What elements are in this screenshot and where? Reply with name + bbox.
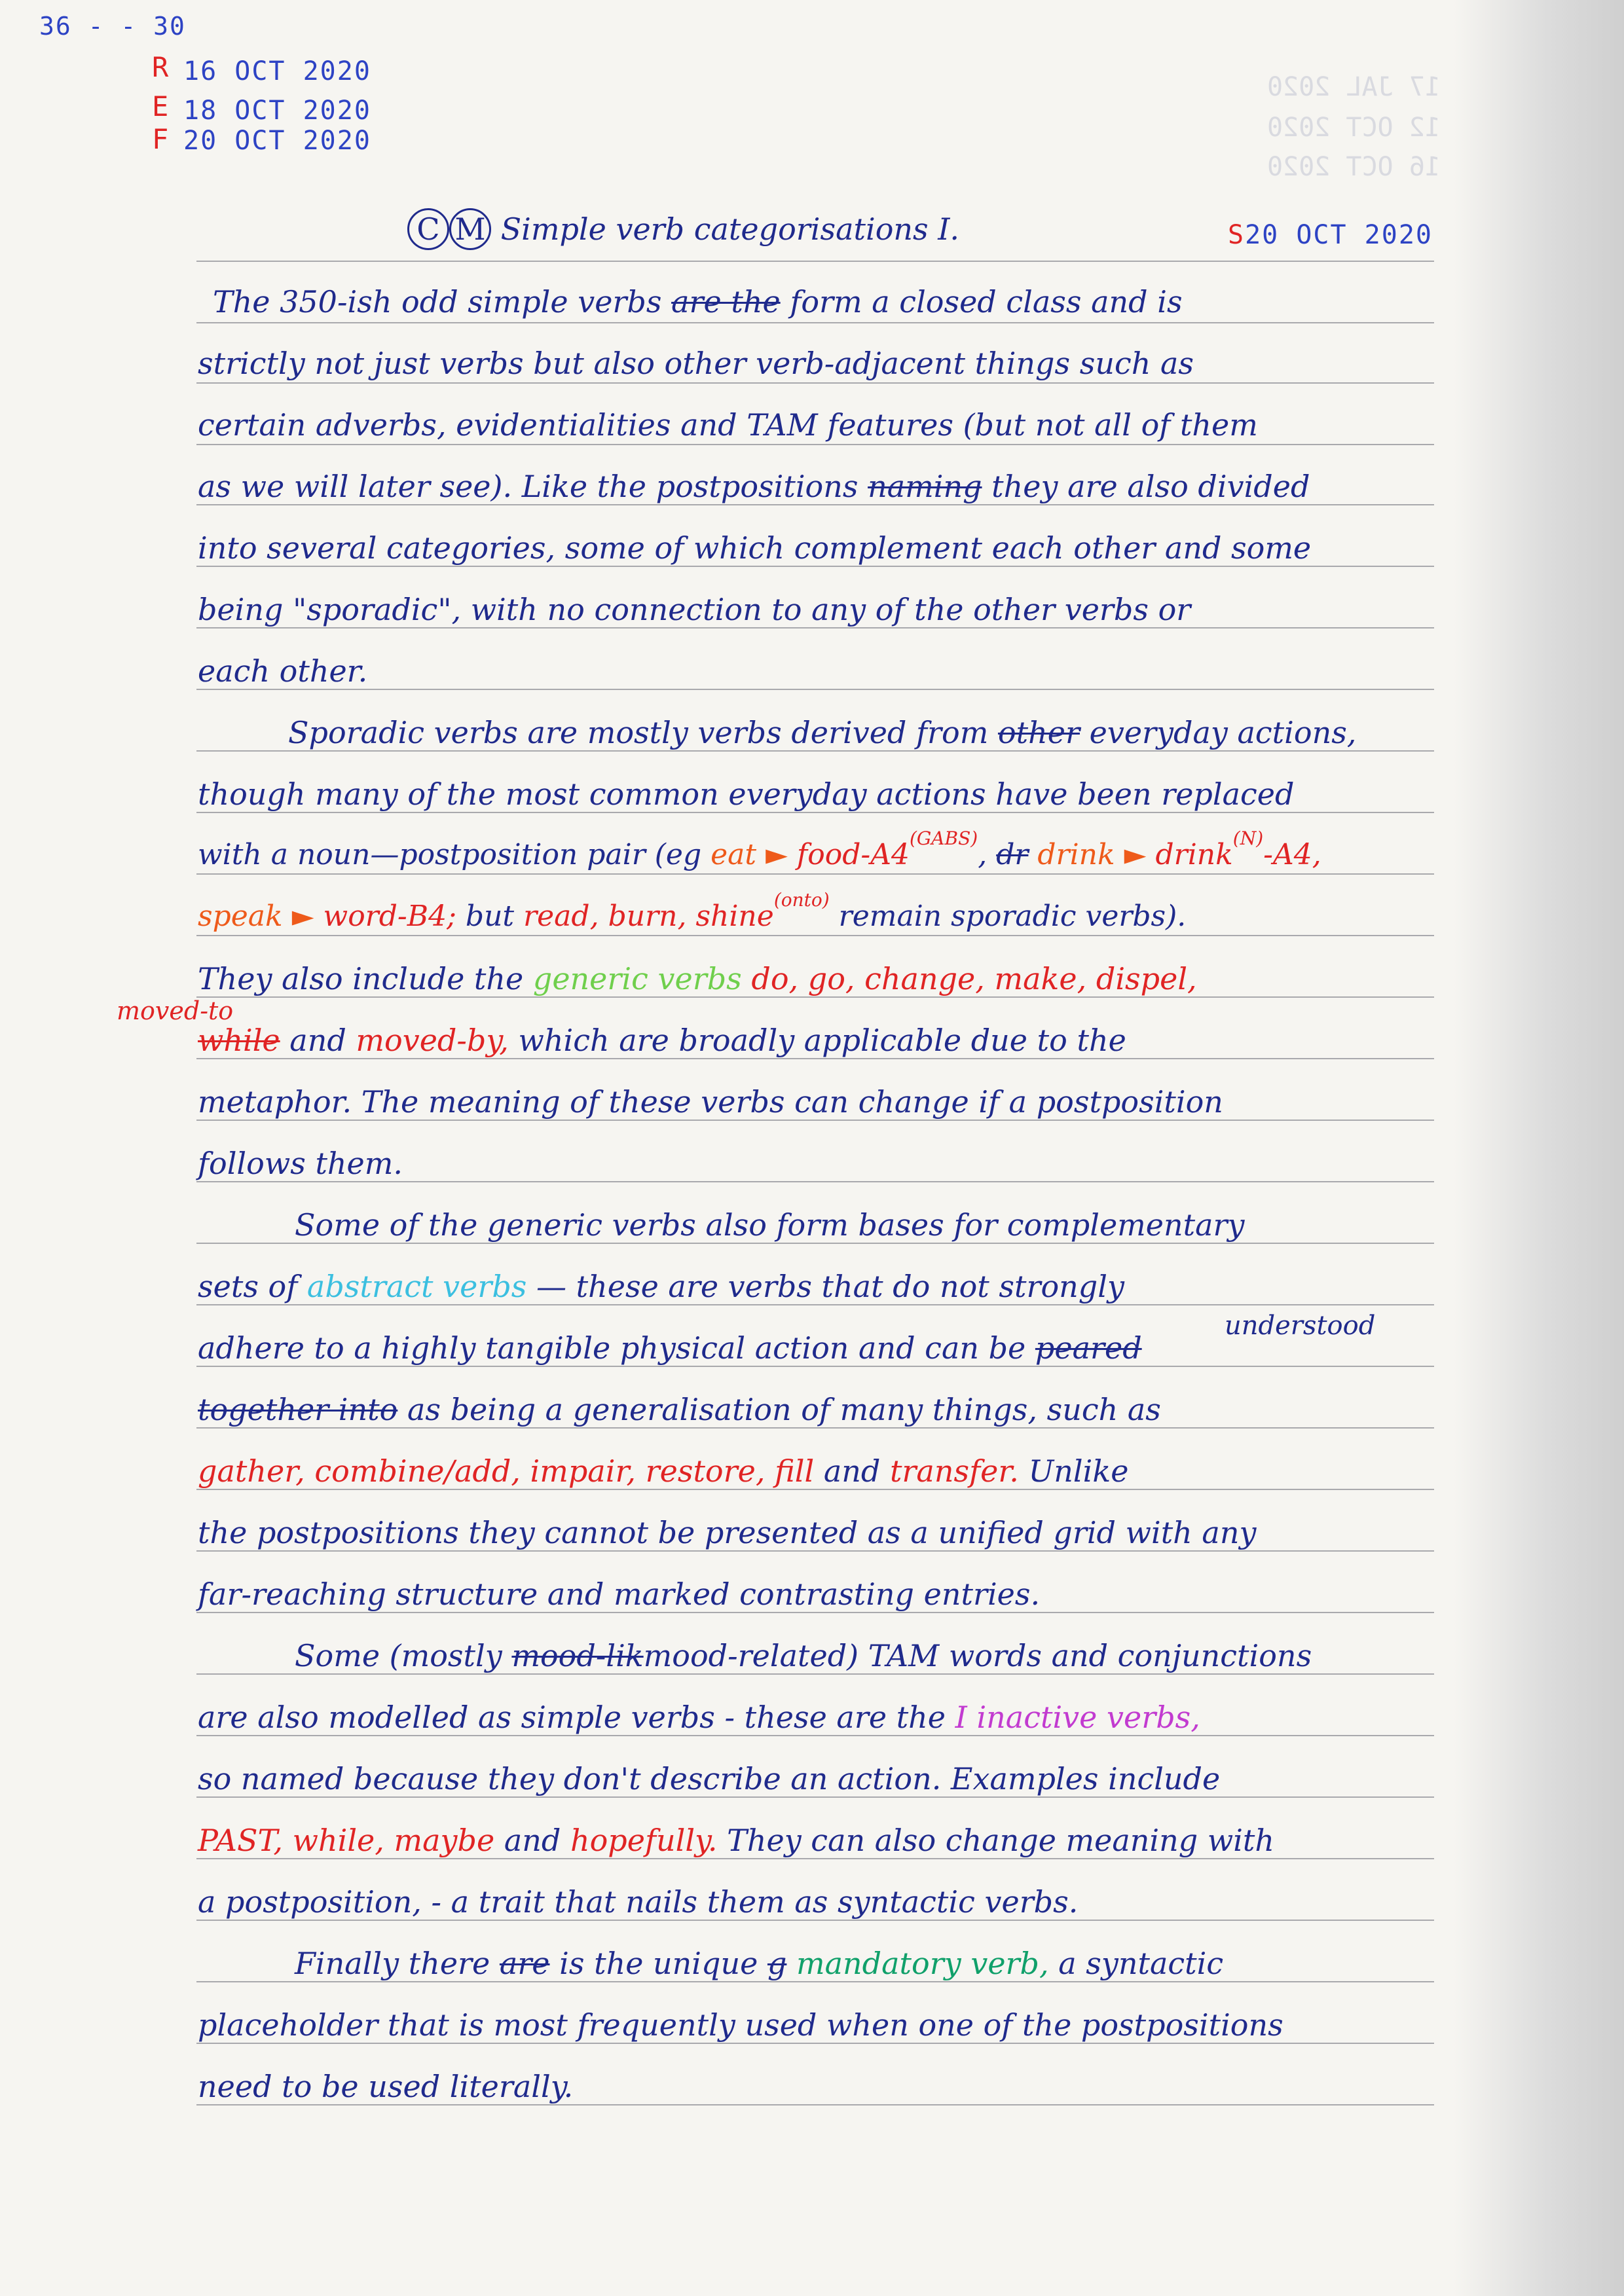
text-line: sets of abstract verbs — these are verbs that do not strongly <box>198 1269 1124 1304</box>
ruled-line <box>196 1673 1434 1675</box>
text-line: the postpositions they cannot be presented as a unified grid with any <box>198 1515 1257 1550</box>
ruled-line <box>196 261 1434 262</box>
text-line: metaphor. The meaning of these verbs can change if a postposition <box>198 1084 1223 1120</box>
bleed-through-stamp: 16 OCT 2020 <box>1267 152 1441 182</box>
ruled-line <box>196 1489 1434 1490</box>
text-line: into several categories, some of which complement each other and some <box>198 530 1312 566</box>
ruled-line <box>196 689 1434 690</box>
ruled-line <box>196 1058 1434 1059</box>
text-line: They also include the generic verbs do, go, change, make, dispel, <box>198 961 1197 996</box>
ruled-line <box>196 444 1434 445</box>
ruled-line <box>196 873 1434 875</box>
text-line: Finally there are is the unique g mandatory verb, a syntactic <box>295 1946 1224 1981</box>
ruled-line <box>196 812 1434 813</box>
ruled-line <box>196 382 1434 384</box>
ruled-line <box>196 1243 1434 1244</box>
ruled-line <box>196 1981 1434 1982</box>
page-title <box>407 208 959 250</box>
ref-letter-f: F <box>152 123 170 155</box>
ruled-line <box>196 1366 1434 1367</box>
ruled-line <box>196 1550 1434 1552</box>
text-line: adhere to a highly tangible physical action and can be peared <box>198 1330 1142 1366</box>
text-line: The 350-ish odd simple verbs are the form a closed class and is <box>213 284 1183 319</box>
text-line: a postposition, - a trait that nails them as syntactic verbs. <box>198 1884 1079 1920</box>
text-line: as we will later see). Like the postpositions naming they are also divided <box>198 469 1310 504</box>
ruled-line <box>196 996 1434 998</box>
text-line: placeholder that is most frequently used when one of the postpositions <box>198 2007 1283 2043</box>
ruled-line <box>196 1427 1434 1429</box>
ruled-line <box>196 1612 1434 1613</box>
text-line: PAST, while, maybe and hopefully. They can also change meaning with <box>198 1823 1275 1858</box>
ruled-line <box>196 935 1434 936</box>
ruled-line <box>196 504 1434 505</box>
page-edge-shadow <box>1454 0 1624 2296</box>
ruled-line <box>196 1920 1434 1921</box>
text-line: need to be used literally. <box>198 2069 574 2104</box>
ref-date-stamp: 16 OCT 2020 <box>183 56 371 86</box>
ref-letter-r: R <box>152 51 170 83</box>
text-line: gather, combine/add, impair, restore, fill and transfer. Unlike <box>198 1453 1129 1489</box>
text-line: Sporadic verbs are mostly verbs derived from other everyday actions, <box>288 715 1357 750</box>
bleed-through-stamp: 12 OCT 2020 <box>1267 113 1441 143</box>
c-mark-icon: C <box>407 208 449 250</box>
title-date-stamp: S20 OCT 2020 <box>1228 220 1433 250</box>
text-line: speak ► word-B4; but read, burn, shine$^{(onto)}$ remain sporadic verbs). <box>198 889 1187 933</box>
ruled-line <box>196 627 1434 629</box>
text-line: with a noun—postposition pair (eg eat ► food-$A4^{(GABS)}$, dr drink ► drink$^{(N)}$-A4, <box>198 828 1321 871</box>
text-line: far-reaching structure and marked contrasting entries. <box>198 1576 1041 1612</box>
ruled-line <box>196 1858 1434 1859</box>
text-line: follows them. <box>198 1146 403 1181</box>
insert-word: understood <box>1225 1311 1376 1341</box>
text-line: each other. <box>198 653 368 689</box>
ruled-line <box>196 322 1434 323</box>
ruled-line <box>196 750 1434 752</box>
ruled-line <box>196 1120 1434 1121</box>
text-line: certain adverbs, evidentialities and TAM features (but not all of them <box>198 407 1258 443</box>
text-line: though many of the most common everyday actions have been replaced <box>198 776 1295 812</box>
title-text: Simple verb categorisations I. <box>500 211 960 247</box>
ref-date-stamp: 20 OCT 2020 <box>183 126 371 156</box>
ruled-line <box>196 1181 1434 1182</box>
ref-letter-e: E <box>152 90 170 122</box>
text-line: together into as being a generalisation of many things, such as <box>198 1392 1161 1427</box>
text-line: strictly not just verbs but also other verb-adjacent things such as <box>198 346 1194 381</box>
text-line: while and moved-by, which are broadly applicable due to the <box>198 1023 1126 1058</box>
text-line: Some of the generic verbs also form bases for complementary <box>295 1207 1245 1243</box>
text-line: are also modelled as simple verbs - these are the I inactive verbs, <box>198 1700 1200 1735</box>
ruled-line <box>196 1735 1434 1736</box>
margin-insert: moved-to <box>117 996 234 1025</box>
ruled-line <box>196 566 1434 567</box>
text-line: so named because they don't describe an action. Examples include <box>198 1761 1221 1796</box>
bleed-through-stamp: 17 JAL 2020 <box>1267 72 1441 102</box>
ref-date-stamp: 18 OCT 2020 <box>183 96 371 126</box>
ruled-line <box>196 1796 1434 1798</box>
text-line: being "sporadic", with no connection to any of the other verbs or <box>198 592 1191 627</box>
m-mark-icon: M <box>449 208 491 250</box>
ruled-line <box>196 2104 1434 2105</box>
ref-code: 36 - - 30 <box>39 12 186 41</box>
ruled-line <box>196 1304 1434 1305</box>
ruled-line <box>196 2043 1434 2044</box>
text-line: Some (mostly mood-likmood-related) TAM words and conjunctions <box>295 1638 1312 1673</box>
